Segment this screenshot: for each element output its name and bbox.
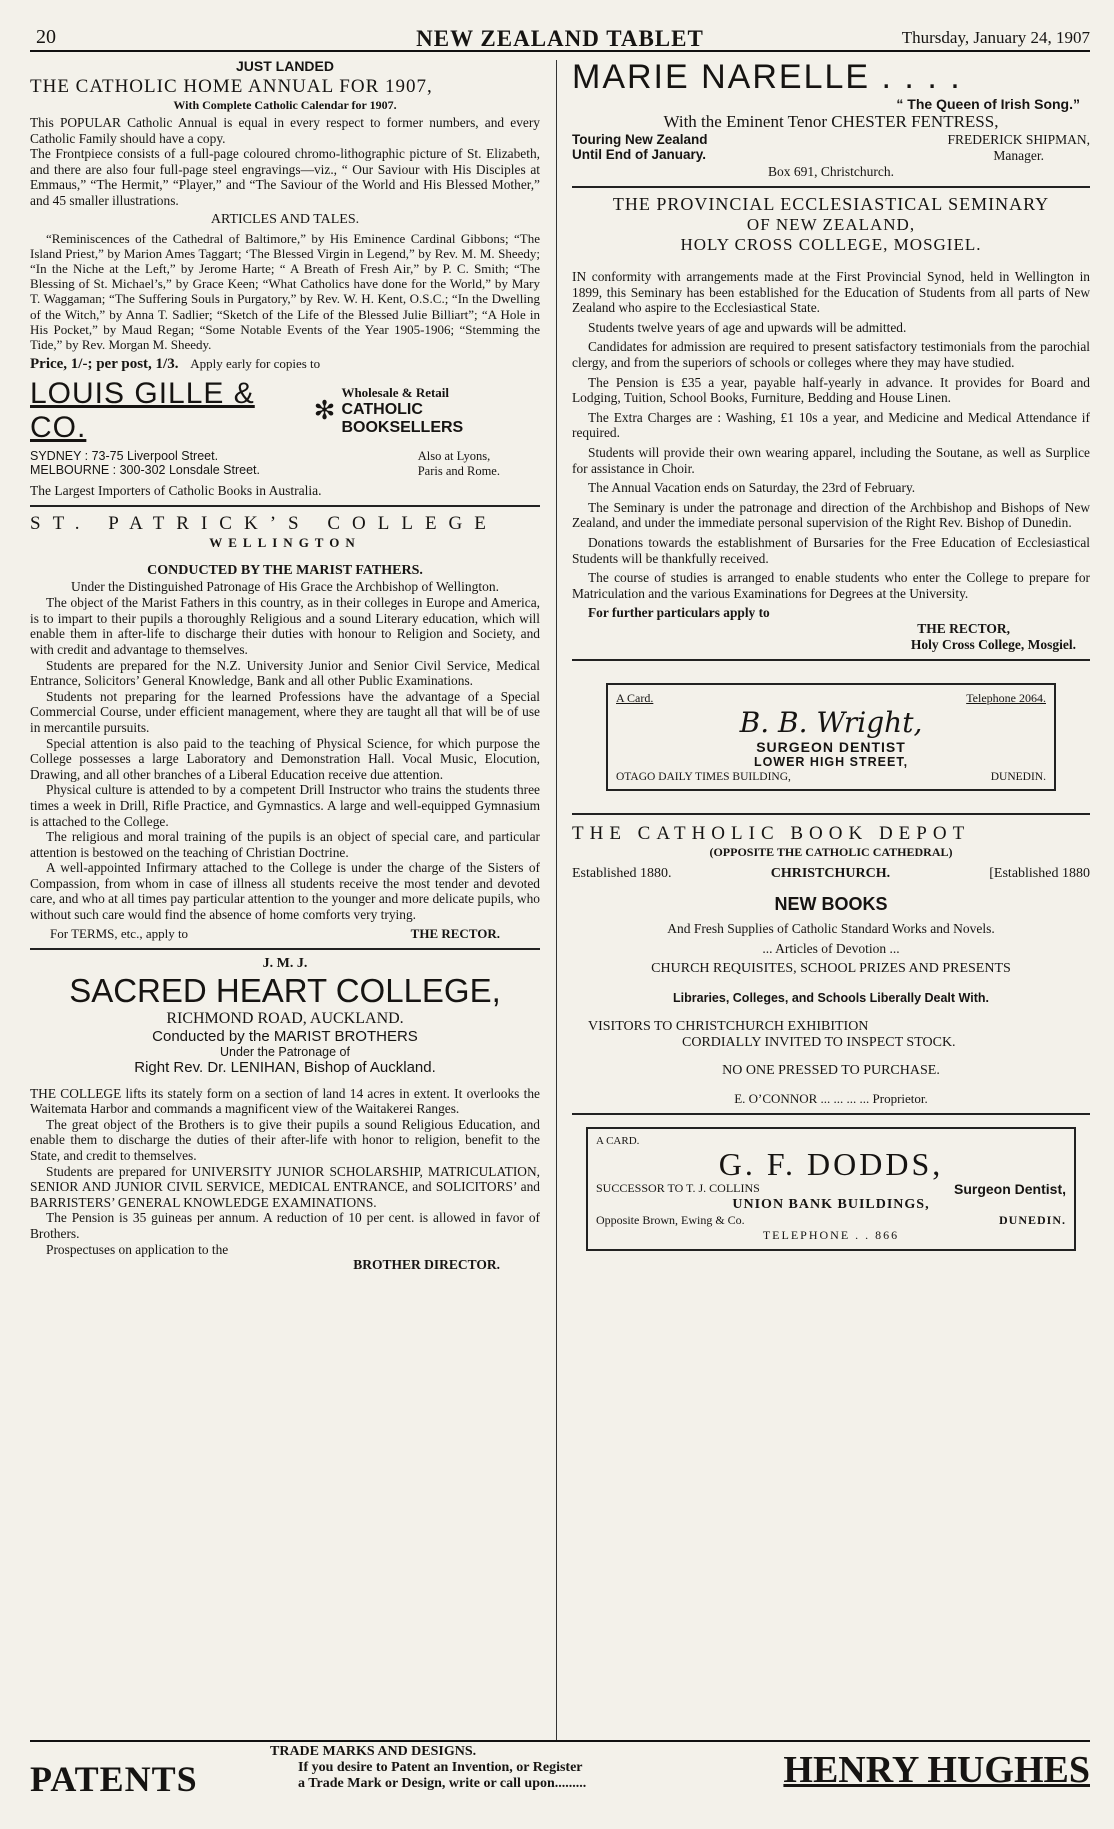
wright-city: DUNEDIN. bbox=[990, 770, 1046, 783]
wright-a-card: A Card. bbox=[616, 690, 654, 705]
left-column bbox=[30, 58, 540, 1273]
st-patricks-p2: Students are prepared for the N.Z. University Junior and Senior Civil Service, Medical Entrance, Solicitors’ General Knowledge, Bank and all other Public Examinations. bbox=[30, 657, 540, 689]
column-divider bbox=[556, 60, 557, 1740]
star-icon: ✻ bbox=[313, 396, 336, 426]
just-landed: JUST LANDED bbox=[235, 58, 334, 74]
st-patricks-title: ST. PATRICK’S COLLEGE bbox=[30, 513, 498, 535]
new-books: NEW BOOKS bbox=[774, 893, 888, 914]
annual-frontpiece: The Frontpiece consists of a full-page coloured chromo-lithographic picture of St. Elizabeth, and there are also four full-page steel engravings—viz., “ Our Saviour with His Disciples at Emmaus,” “The Hermit,” “Player,” and “The Saviour of the World and His Blessed Mother,” and 45 smaller illustrations. bbox=[30, 146, 540, 208]
page-number: 20 bbox=[36, 26, 56, 48]
sacred-heart-address: RICHMOND ROAD, AUCKLAND. bbox=[166, 1009, 404, 1027]
issue-date: Thursday, January 24, 1907 bbox=[901, 28, 1090, 47]
st-patricks-p1: The object of the Marist Fathers in this country, as in their colleges in Europe and America, is to impart to their pupils a thoroughly Religious and a sound Literary education, which will enable them in after-life to discharge their duties with honour to Religion and Society, and with credit and advantage to themselves. bbox=[30, 595, 540, 657]
seminary-p11: For further particulars apply to bbox=[588, 605, 770, 621]
wright-role: SURGEON DENTIST bbox=[756, 738, 906, 755]
depot-proprietor: E. O’CONNOR ... ... ... ... Proprietor. bbox=[734, 1090, 928, 1106]
seminary-p3: Candidates for admission are required to present satisfactory testimonials from the parochial clergy, and from the superiors of schools or colleges where they may have studied. bbox=[572, 339, 1090, 370]
sacred-heart-ad bbox=[30, 956, 540, 1274]
wright-street: LOWER HIGH STREET, bbox=[753, 754, 909, 769]
seminary-p7: The Annual Vacation ends on Saturday, the 23rd of February. bbox=[588, 480, 916, 496]
annual-subtitle: With Complete Catholic Calendar for 1907. bbox=[173, 98, 397, 112]
queen-of-irish-song: “ The Queen of Irish Song.” bbox=[896, 96, 1080, 112]
paris: Paris and Rome. bbox=[417, 464, 500, 479]
st-patricks-ad bbox=[30, 513, 540, 941]
articles-list: “Reminiscences of the Cathedral of Baltimore,” by His Eminence Cardinal Gibbons; “The Island Priest,” by Marion Ames Taggart; ‘The Blessed Virgin in Legend,” by Rev. M. M. Sheedy; “In the Niche at the Left,” by Jerome Harte; “ A Breath of Fresh Air,” by P. C. Smith; “The Blessing of St. Michael’s,” by Grace Keen; “What Catholics have done for the World,” by Mary T. Waggaman; “The Suffering Souls in Purgatory,” by Rev. W. H. Kent, O.S.C.; “In the Dwelling of the Witch,” by Anna T. Sadlier; “Sketch of the Life of the Blessed Julie Billiart”; “A Hole in His Pocket,” by Maud Regan; “Some Notable Events of the Year 1905-1906; “Stemming the Tide,” by Rev. Morgan M. Sheedy. bbox=[30, 230, 540, 352]
conducted-by: CONDUCTED BY THE MARIST FATHERS. bbox=[147, 563, 423, 579]
sacred-heart-under: Under the Patronage of bbox=[220, 1044, 350, 1059]
st-patricks-rector: THE RECTOR. bbox=[410, 925, 500, 941]
dodds-row1 bbox=[596, 1181, 1066, 1197]
masthead bbox=[30, 26, 1090, 52]
seminary-of: OF NEW ZEALAND, bbox=[746, 215, 916, 234]
jmj: J. M. J. bbox=[262, 955, 308, 971]
lyons: Also at Lyons, bbox=[417, 449, 491, 464]
price: Price, 1/-; per post, 1/3. bbox=[30, 356, 179, 373]
depot-est-right: [Established 1880 bbox=[989, 865, 1090, 881]
sacred-heart-p2: The great object of the Brothers is to give their pupils a sound Religious Education, and enable them to discharge the duties of their after-life with honor to religion, benefit to the State, and credit to themselves. bbox=[30, 1116, 540, 1164]
home-annual-ad bbox=[30, 58, 540, 499]
seminary-title: THE PROVINCIAL ECCLESIASTICAL SEMINARY bbox=[612, 194, 1050, 214]
sacred-heart-p5: Prospectuses on application to the bbox=[46, 1241, 229, 1257]
sydney-address: SYDNEY : 73-75 Liverpool Street. bbox=[30, 449, 219, 464]
sacred-heart-p3: Students are prepared for UNIVERSITY JUNIOR SCHOLARSHIP, MATRICULATION, SENIOR AND JUNIOR CIVIL SERVICE, MEDICAL ENTRANCE, and SOLICITORS’ and BARRISTERS’ GENERAL KNOWLEDGE EXAMINATIONS. bbox=[30, 1163, 540, 1210]
patronage: Under the Distinguished Patronage of His Grace the Archbishop of Wellington. bbox=[71, 579, 499, 595]
gille-addresses bbox=[30, 449, 500, 479]
section-rule bbox=[572, 186, 1090, 188]
st-patricks-city: WELLINGTON bbox=[209, 535, 361, 551]
seminary-p10: The course of studies is arranged to enable students who enter the College to prepare for Matriculation and the various Examinations for Degrees at the University. bbox=[572, 570, 1090, 601]
sacred-heart-conducted: Conducted by the MARIST BROTHERS bbox=[152, 1027, 418, 1045]
dodds-city: DUNEDIN. bbox=[998, 1212, 1066, 1227]
visitors: VISITORS TO CHRISTCHURCH EXHIBITION bbox=[588, 1018, 869, 1034]
narelle-with: With the Eminent Tenor CHESTER FENTRESS, bbox=[663, 112, 999, 131]
wright-name: B. B. Wright, bbox=[739, 705, 923, 739]
st-patricks-p7: A well-appointed Infirmary attached to the College is under the charge of the Sisters of Compassion, from whom in case of illness all students receive the most tender and devoted care, and who at all times pay particular attention to the younger and more delicate pupils, who without such care would find the absence of home comforts very trying. bbox=[30, 860, 540, 923]
sacred-heart-p1: THE COLLEGE lifts its stately form on a section of land 14 acres in extent. It overlooks the Waitemata Harbor and commands a magnificent view of the Waitakerei Ranges. bbox=[30, 1085, 540, 1117]
narelle-ad bbox=[572, 58, 1090, 180]
seminary-college: HOLY CROSS COLLEGE, MOSGIEL. bbox=[680, 235, 982, 254]
narelle-box: Box 691, Christchurch. bbox=[768, 164, 894, 179]
manager: Manager. bbox=[993, 148, 1045, 163]
st-patricks-p3: Students not preparing for the learned Professions have the advantage of a Special Commercial Course, under efficient management, where they are taught all that will be of use in mercantile pursuits. bbox=[30, 688, 540, 735]
dodds-building: UNION BANK BUILDINGS, bbox=[732, 1196, 930, 1212]
st-patricks-p4: Special attention is also paid to the teaching of Physical Science, for which purpose the College possesses a large Laboratory and Demonstration Hall. Vocal Music, Elocution, Drawing, and all other branches of a Liberal Education receive due attention. bbox=[30, 735, 540, 782]
fresh-supplies: And Fresh Supplies of Catholic Standard Works and Novels. bbox=[667, 920, 995, 936]
terms: For TERMS, etc., apply to bbox=[50, 925, 189, 941]
seminary-place: Holy Cross College, Mosgiel. bbox=[910, 636, 1076, 652]
depot-established bbox=[572, 866, 1090, 882]
touring-nz: Touring New Zealand bbox=[572, 132, 708, 147]
apply-early: Apply early for copies to bbox=[190, 356, 321, 372]
seminary-p8: The Seminary is under the patronage and direction of the Archbishop and Bishops of New Zealand, and under the immediate personal supervision of the Right Rev. Bishop of Dunedin. bbox=[572, 499, 1090, 531]
newspaper-title: NEW ZEALAND TABLET bbox=[416, 26, 704, 51]
st-patricks-p5: Physical culture is attended to by a competent Drill Instructor who trains the students three times a week in Drill, Rifle Practice, and Gymnastics. A large and well-equipped Gymnasium is attached to the College. bbox=[30, 782, 540, 829]
dodds-card bbox=[586, 1127, 1076, 1251]
dodds-role: Surgeon Dentist, bbox=[953, 1180, 1066, 1197]
wholesale-retail: Wholesale & Retail bbox=[341, 385, 450, 401]
book-depot-ad bbox=[572, 823, 1090, 1107]
wright-bottom bbox=[616, 771, 1046, 783]
largest-importers: The Largest Importers of Catholic Books in Australia. bbox=[30, 483, 322, 499]
footer-line2: a Trade Mark or Design, write or call upon......... bbox=[298, 1776, 587, 1791]
footer-middle bbox=[270, 1744, 710, 1792]
brother-director: BROTHER DIRECTOR. bbox=[353, 1257, 500, 1273]
seminary-p9: Donations towards the establishment of Bursaries for the Free Education of Ecclesiastical Students will be thankfully received. bbox=[572, 534, 1090, 566]
seminary-p4: The Pension is £35 a year, payable half-yearly in advance. It provides for Board and Lodging, Tuition, School Books, Furniture, Bedding and House Linen. bbox=[572, 374, 1090, 406]
seminary-p2: Students twelve years of age and upwards will be admitted. bbox=[588, 319, 907, 335]
gille-name: LOUIS GILLE & CO. bbox=[30, 377, 255, 445]
terms-line bbox=[30, 926, 540, 942]
section-rule bbox=[572, 1113, 1090, 1115]
no-one-pressed: NO ONE PRESSED TO PURCHASE. bbox=[722, 1062, 940, 1078]
melbourne-address: MELBOURNE : 300-302 Lonsdale Street. bbox=[30, 463, 260, 478]
right-column bbox=[572, 58, 1090, 1251]
seminary-p1: IN conformity with arrangements made at the First Provincial Synod, held in Wellington in 1899, this Seminary has been established for the Education of Students from all parts of New Zealand who aspire to the Ecclesiastical State. bbox=[572, 269, 1090, 316]
wright-card-top bbox=[616, 691, 1046, 706]
annual-title: THE CATHOLIC HOME ANNUAL FOR 1907, bbox=[30, 76, 433, 97]
church-requisites: CHURCH REQUISITES, SCHOOL PRIZES AND PRESENTS bbox=[651, 960, 1011, 976]
wright-telephone: Telephone 2064. bbox=[966, 690, 1046, 705]
articles-heading: ARTICLES AND TALES. bbox=[210, 211, 360, 227]
depot-title: THE CATHOLIC BOOK DEPOT bbox=[572, 822, 971, 844]
seminary-p5: The Extra Charges are : Washing, £1 10s a year, and Medicine and Medical Attendance if required. bbox=[572, 409, 1090, 441]
seminary-rector: THE RECTOR, bbox=[917, 620, 1010, 636]
depot-opposite: (OPPOSITE THE CATHOLIC CATHEDRAL) bbox=[709, 844, 953, 859]
catholic-booksellers: CATHOLIC BOOKSELLERS bbox=[341, 401, 464, 437]
sacred-heart-p4: The Pension is 35 guineas per annum. A reduction of 10 per cent. is allowed in favor of Brothers. bbox=[30, 1210, 540, 1241]
henry-hughes: HENRY HUGHES bbox=[783, 1749, 1090, 1791]
gille-banner bbox=[30, 377, 540, 445]
footer-strip bbox=[30, 1740, 1090, 1822]
section-rule bbox=[30, 505, 540, 507]
annual-intro: This POPULAR Catholic Annual is equal in every respect to former numbers, and every Catholic Family should have a copy. bbox=[30, 115, 540, 146]
narelle-touring bbox=[572, 132, 1090, 164]
dodds-telephone: TELEPHONE . . 866 bbox=[762, 1227, 900, 1242]
dodds-name: G. F. DODDS, bbox=[718, 1145, 944, 1182]
footer-line1: If you desire to Patent an Invention, or Register bbox=[298, 1760, 583, 1775]
dodds-opposite: Opposite Brown, Ewing & Co. bbox=[596, 1212, 745, 1227]
trade-marks: TRADE MARKS AND DESIGNS. bbox=[270, 1744, 477, 1759]
seminary-p6: Students will provide their own wearing apparel, including the Soutane, as well as Surplice for assistance in Choir. bbox=[572, 444, 1090, 476]
depot-est-left: Established 1880. bbox=[572, 865, 672, 881]
depot-city: CHRISTCHURCH. bbox=[770, 865, 891, 881]
sacred-heart-title: SACRED HEART COLLEGE, bbox=[69, 971, 501, 1009]
until-january: Until End of January. bbox=[572, 147, 707, 162]
sacred-heart-bishop: Right Rev. Dr. LENIHAN, Bishop of Auckland. bbox=[134, 1058, 436, 1076]
patents: PATENTS bbox=[30, 1759, 198, 1799]
articles-devotion: ... Articles of Devotion ... bbox=[762, 940, 900, 956]
section-rule bbox=[572, 813, 1090, 815]
dodds-successor: SUCCESSOR TO T. J. COLLINS bbox=[596, 1180, 760, 1195]
wright-building: OTAGO DAILY TIMES BUILDING, bbox=[616, 770, 791, 783]
libraries-dealt: Libraries, Colleges, and Schools Liberally Dealt With. bbox=[673, 990, 989, 1005]
seminary-ad bbox=[572, 194, 1090, 653]
wright-card bbox=[606, 683, 1056, 791]
dodds-row2 bbox=[596, 1213, 1066, 1228]
st-patricks-p6: The religious and moral training of the pupils is an object of special care, and particular attention is bestowed on the teaching of Christian Doctrine. bbox=[30, 829, 540, 860]
section-rule bbox=[572, 659, 1090, 661]
shipman: FREDERICK SHIPMAN, bbox=[947, 132, 1090, 147]
price-line bbox=[30, 356, 540, 373]
narelle-title: MARIE NARELLE . . . . bbox=[572, 58, 962, 96]
dodds-a-card: A CARD. bbox=[596, 1134, 640, 1147]
cordially-invited: CORDIALLY INVITED TO INSPECT STOCK. bbox=[682, 1034, 956, 1050]
section-rule bbox=[30, 948, 540, 950]
